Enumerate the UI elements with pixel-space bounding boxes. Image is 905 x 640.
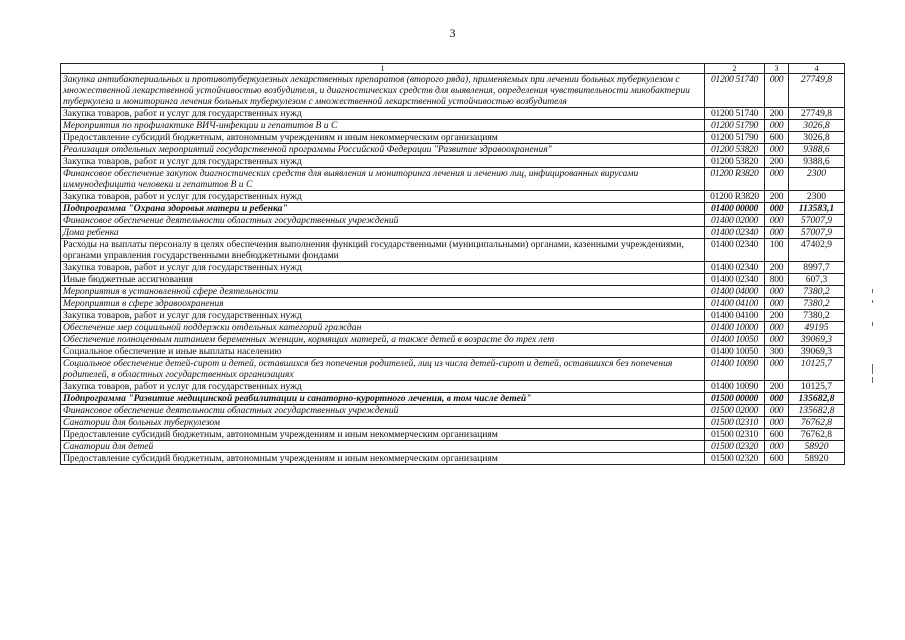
cell-code: 01400 10090 bbox=[705, 358, 765, 381]
table-row bbox=[61, 298, 845, 310]
cell-sum: 9388,6 bbox=[789, 144, 845, 156]
cell-sum: 7380,2 bbox=[789, 298, 845, 310]
cell-code: 01400 10090 bbox=[705, 381, 765, 393]
table-row bbox=[61, 144, 845, 156]
header-sum: 4 bbox=[789, 64, 845, 74]
cell-name: Закупка антибактериальных и противотуберкулезных лекарственных препаратов (второго ряда), применяемых при лечении больных туберкулезом с множественной лекарственной устойчивостью возбудителя, и диагностических средств для выявления, определения чувствительности микобактерии туберкулеза и мониторинга лечения больных туберкулезом с множественной лекарственной устойчивостью возбудителя bbox=[61, 74, 705, 108]
cell-name: Социальное обеспечение детей-сирот и детей, оставшихся без попечения родителей, лиц из числа детей-сирот и детей, оставшихся без попечения родителей, в областных государственных организациях bbox=[61, 358, 705, 381]
table-row bbox=[61, 120, 845, 132]
cell-code: 01500 02310 bbox=[705, 417, 765, 429]
table-row bbox=[61, 227, 845, 239]
cell-code: 01200 51740 bbox=[705, 108, 765, 120]
scan-mark bbox=[872, 289, 873, 293]
cell-name: Закупка товаров, работ и услуг для государственных нужд bbox=[61, 108, 705, 120]
table-row bbox=[61, 310, 845, 322]
cell-code: 01200 51740 bbox=[705, 74, 765, 108]
cell-type: 000 bbox=[765, 203, 789, 215]
cell-sum: 76762,8 bbox=[789, 417, 845, 429]
cell-sum: 57007,9 bbox=[789, 215, 845, 227]
cell-name: Предоставление субсидий бюджетным, автономным учреждениям и иным некоммерческим организациям bbox=[61, 132, 705, 144]
cell-name: Закупка товаров, работ и услуг для государственных нужд bbox=[61, 156, 705, 168]
cell-type: 000 bbox=[765, 168, 789, 191]
cell-sum: 135682,8 bbox=[789, 393, 845, 405]
page-number: 3 bbox=[449, 26, 456, 40]
cell-name: Закупка товаров, работ и услуг для государственных нужд bbox=[61, 381, 705, 393]
cell-type: 100 bbox=[765, 239, 789, 262]
cell-type: 000 bbox=[765, 334, 789, 346]
cell-code: 01400 04100 bbox=[705, 310, 765, 322]
cell-code: 01200 51790 bbox=[705, 132, 765, 144]
cell-type: 000 bbox=[765, 286, 789, 298]
cell-code: 01500 02320 bbox=[705, 441, 765, 453]
cell-sum: 58920 bbox=[789, 453, 845, 465]
cell-name: Закупка товаров, работ и услуг для государственных нужд bbox=[61, 191, 705, 203]
cell-sum: 10125,7 bbox=[789, 381, 845, 393]
scan-mark bbox=[872, 364, 873, 374]
cell-name: Финансовое обеспечение закупок диагностических средств для выявления и мониторинга лечения и лечению лиц, инфицированных вирусами иммунодефицита человека и гепатитов В и С bbox=[61, 168, 705, 191]
cell-type: 000 bbox=[765, 441, 789, 453]
cell-name: Закупка товаров, работ и услуг для государственных нужд bbox=[61, 262, 705, 274]
cell-name: Подпрограмма "Охрана здоровья матери и ребенка" bbox=[61, 203, 705, 215]
cell-sum: 27749,8 bbox=[789, 74, 845, 108]
cell-sum: 39069,3 bbox=[789, 334, 845, 346]
cell-sum: 27749,8 bbox=[789, 108, 845, 120]
cell-name: Мероприятия в установленной сфере деятельности bbox=[61, 286, 705, 298]
table-row bbox=[61, 393, 845, 405]
cell-type: 200 bbox=[765, 381, 789, 393]
cell-name: Обеспечение полноценным питанием беременных женщин, кормящих матерей, а также детей в возрасте до трех лет bbox=[61, 334, 705, 346]
cell-sum: 7380,2 bbox=[789, 286, 845, 298]
cell-name: Закупка товаров, работ и услуг для государственных нужд bbox=[61, 310, 705, 322]
table-row bbox=[61, 203, 845, 215]
table-row bbox=[61, 358, 845, 381]
cell-code: 01500 02000 bbox=[705, 405, 765, 417]
table-row bbox=[61, 405, 845, 417]
cell-type: 600 bbox=[765, 132, 789, 144]
header-type: 3 bbox=[765, 64, 789, 74]
cell-code: 01200 R3820 bbox=[705, 168, 765, 191]
cell-name: Дома ребенка bbox=[61, 227, 705, 239]
cell-name: Финансовое обеспечение деятельности областных государственных учреждений bbox=[61, 215, 705, 227]
cell-sum: 3026,8 bbox=[789, 120, 845, 132]
cell-code: 01500 02310 bbox=[705, 429, 765, 441]
cell-type: 300 bbox=[765, 346, 789, 358]
table-row bbox=[61, 381, 845, 393]
table-header-row bbox=[61, 64, 845, 74]
cell-code: 01200 53820 bbox=[705, 144, 765, 156]
cell-name: Мероприятия в сфере здравоохранения bbox=[61, 298, 705, 310]
cell-type: 600 bbox=[765, 429, 789, 441]
table-row bbox=[61, 322, 845, 334]
cell-sum: 39069,3 bbox=[789, 346, 845, 358]
cell-type: 600 bbox=[765, 453, 789, 465]
cell-type: 000 bbox=[765, 417, 789, 429]
cell-name: Подпрограмма "Развитие медицинской реабилитации и санаторно-курортного лечения, в том числе детей" bbox=[61, 393, 705, 405]
scan-mark bbox=[872, 377, 873, 383]
cell-sum: 8997,7 bbox=[789, 262, 845, 274]
cell-name: Мероприятия по профилактике ВИЧ-инфекции и гепатитов В и С bbox=[61, 120, 705, 132]
cell-name: Обеспечение мер социальной поддержки отдельных категорий граждан bbox=[61, 322, 705, 334]
cell-sum: 76762,8 bbox=[789, 429, 845, 441]
cell-code: 01400 02000 bbox=[705, 215, 765, 227]
cell-name: Реализация отдельных мероприятий государственной программы Российской Федерации "Развитие здравоохранения" bbox=[61, 144, 705, 156]
cell-sum: 135682,8 bbox=[789, 405, 845, 417]
cell-sum: 10125,7 bbox=[789, 358, 845, 381]
cell-type: 200 bbox=[765, 108, 789, 120]
scan-mark bbox=[872, 322, 873, 326]
cell-code: 01400 10000 bbox=[705, 322, 765, 334]
header-name: 1 bbox=[61, 64, 705, 74]
cell-code: 01200 51790 bbox=[705, 120, 765, 132]
cell-sum: 3026,8 bbox=[789, 132, 845, 144]
cell-type: 200 bbox=[765, 191, 789, 203]
cell-code: 01200 53820 bbox=[705, 156, 765, 168]
cell-type: 000 bbox=[765, 120, 789, 132]
cell-sum: 7380,2 bbox=[789, 310, 845, 322]
cell-type: 000 bbox=[765, 227, 789, 239]
cell-code: 01500 00000 bbox=[705, 393, 765, 405]
cell-sum: 607,3 bbox=[789, 274, 845, 286]
table-row bbox=[61, 274, 845, 286]
cell-sum: 113583,1 bbox=[789, 203, 845, 215]
table-row bbox=[61, 429, 845, 441]
table-row bbox=[61, 74, 845, 108]
cell-code: 01500 02320 bbox=[705, 453, 765, 465]
table-row bbox=[61, 215, 845, 227]
cell-code: 01400 02340 bbox=[705, 227, 765, 239]
cell-name: Расходы на выплаты персоналу в целях обеспечения выполнения функций государственными (муниципальными) органами, казенными учреждениями, органами управления государственными внебюджетными фондами bbox=[61, 239, 705, 262]
table-row bbox=[61, 132, 845, 144]
table-row bbox=[61, 441, 845, 453]
table-row bbox=[61, 417, 845, 429]
budget-table bbox=[60, 63, 845, 465]
cell-code: 01400 02340 bbox=[705, 239, 765, 262]
table-row bbox=[61, 286, 845, 298]
cell-name: Предоставление субсидий бюджетным, автономным учреждениям и иным некоммерческим организациям bbox=[61, 429, 705, 441]
cell-type: 000 bbox=[765, 322, 789, 334]
cell-type: 000 bbox=[765, 74, 789, 108]
cell-sum: 49195 bbox=[789, 322, 845, 334]
cell-type: 000 bbox=[765, 405, 789, 417]
cell-sum: 2300 bbox=[789, 191, 845, 203]
cell-name: Социальное обеспечение и иные выплаты населению bbox=[61, 346, 705, 358]
cell-name: Финансовое обеспечение деятельности областных государственных учреждений bbox=[61, 405, 705, 417]
cell-name: Иные бюджетные ассигнования bbox=[61, 274, 705, 286]
cell-code: 01400 10050 bbox=[705, 346, 765, 358]
table-row bbox=[61, 334, 845, 346]
table-row bbox=[61, 108, 845, 120]
cell-code: 01400 02340 bbox=[705, 262, 765, 274]
cell-type: 200 bbox=[765, 262, 789, 274]
cell-type: 000 bbox=[765, 215, 789, 227]
table-row bbox=[61, 346, 845, 358]
table-row bbox=[61, 239, 845, 262]
cell-name: Санатории для детей bbox=[61, 441, 705, 453]
cell-sum: 47402,9 bbox=[789, 239, 845, 262]
cell-code: 01400 04100 bbox=[705, 298, 765, 310]
table-row bbox=[61, 156, 845, 168]
table-row bbox=[61, 168, 845, 191]
header-code: 2 bbox=[705, 64, 765, 74]
cell-code: 01400 00000 bbox=[705, 203, 765, 215]
table-row bbox=[61, 262, 845, 274]
cell-type: 000 bbox=[765, 393, 789, 405]
scan-mark bbox=[872, 300, 873, 303]
cell-sum: 9388,6 bbox=[789, 156, 845, 168]
cell-sum: 57007,9 bbox=[789, 227, 845, 239]
cell-name: Санатории для больных туберкулезом bbox=[61, 417, 705, 429]
cell-code: 01200 R3820 bbox=[705, 191, 765, 203]
cell-type: 000 bbox=[765, 144, 789, 156]
cell-type: 200 bbox=[765, 310, 789, 322]
cell-sum: 58920 bbox=[789, 441, 845, 453]
cell-code: 01400 10050 bbox=[705, 334, 765, 346]
table-row bbox=[61, 191, 845, 203]
cell-sum: 2300 bbox=[789, 168, 845, 191]
table-row bbox=[61, 453, 845, 465]
cell-code: 01400 02340 bbox=[705, 274, 765, 286]
cell-type: 000 bbox=[765, 298, 789, 310]
cell-type: 800 bbox=[765, 274, 789, 286]
cell-type: 000 bbox=[765, 358, 789, 381]
cell-code: 01400 04000 bbox=[705, 286, 765, 298]
cell-name: Предоставление субсидий бюджетным, автономным учреждениям и иным некоммерческим организациям bbox=[61, 453, 705, 465]
cell-type: 200 bbox=[765, 156, 789, 168]
